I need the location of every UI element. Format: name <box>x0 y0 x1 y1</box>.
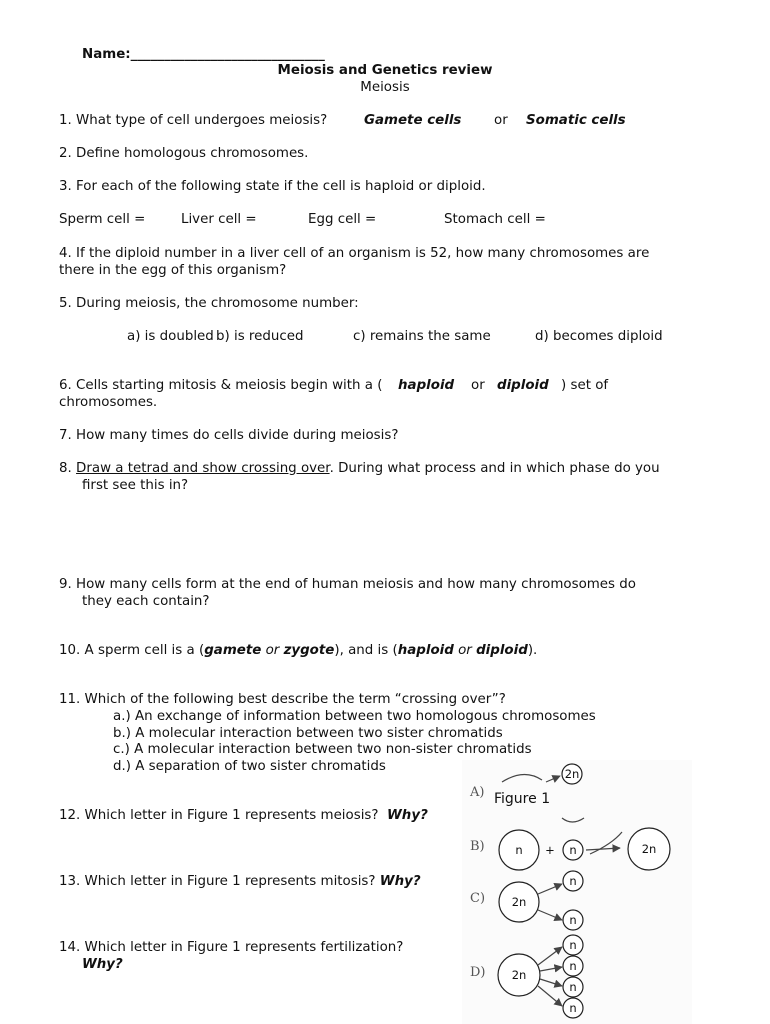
q5-option-b: b) is reduced <box>216 329 304 344</box>
question-11: 11. Which of the following best describe the term “crossing over”? <box>59 692 506 707</box>
figure-b-2n-label: 2n <box>641 842 657 856</box>
q10-pre: 10. A sperm cell is a ( <box>59 643 205 658</box>
question-10 <box>59 643 537 658</box>
q11-option-d: d.) A separation of two sister chromatids <box>113 759 386 774</box>
q10-haploid-option: haploid <box>397 643 454 658</box>
question-8-line-2: first see this in? <box>82 478 189 493</box>
haploid-option: haploid <box>398 378 455 393</box>
figure-label-d: D) <box>470 965 486 980</box>
q10-post: ). <box>527 643 538 658</box>
question-6-post: ) set of <box>561 378 609 393</box>
question-14: 14. Which letter in Figure 1 represents fertilization? <box>59 940 404 955</box>
figure-d-n-4-label: n <box>569 1001 577 1015</box>
question-13 <box>59 874 421 889</box>
somatic-cells-option: Somatic cells <box>526 113 626 128</box>
figure-caption: Figure 1 <box>494 791 551 807</box>
egg-cell-item: Egg cell = <box>308 212 377 227</box>
name-blank[interactable]: _____________________________ <box>130 47 325 62</box>
figure-c-n-bottom-label: n <box>569 913 577 927</box>
question-5: 5. During meiosis, the chromosome number: <box>59 296 359 311</box>
figure-a-circle-label: 2n <box>564 767 580 781</box>
q10-mid: ), and is ( <box>334 643 398 658</box>
figure-c-n-top-label: n <box>569 874 577 888</box>
figure-b-small-n-label: n <box>569 843 577 857</box>
question-4-line-2: there in the egg of this organism? <box>59 263 287 278</box>
figure-d-2n-label: 2n <box>511 968 527 982</box>
gamete-cells-option: Gamete cells <box>364 113 462 128</box>
question-1-text: 1. What type of cell undergoes meiosis? <box>59 113 328 128</box>
question-12-why: Why? <box>387 808 428 823</box>
q10-or-2: or <box>453 643 477 658</box>
q6-or-text: or <box>471 378 485 393</box>
question-14-why: Why? <box>82 957 123 972</box>
figure-d-n-1-label: n <box>569 938 577 952</box>
q10-diploid-option: diploid <box>476 643 528 658</box>
page-subtitle: Meiosis <box>360 80 410 95</box>
or-text: or <box>494 113 508 128</box>
q5-option-a: a) is doubled <box>127 329 214 344</box>
q11-option-a: a.) An exchange of information between two homologous chromosomes <box>113 709 596 724</box>
figure-label-b: B) <box>470 839 485 854</box>
gamete-option: gamete <box>204 643 262 658</box>
q10-or-1: or <box>261 643 284 658</box>
question-6-line-2: chromosomes. <box>59 395 158 410</box>
question-8-num: 8. <box>59 461 72 476</box>
figure-label-c: C) <box>470 891 486 906</box>
q5-option-c: c) remains the same <box>353 329 491 344</box>
q5-option-d: d) becomes diploid <box>535 329 663 344</box>
liver-cell-item: Liver cell = <box>181 212 257 227</box>
figure-c-2n-label: 2n <box>511 895 527 909</box>
question-8-underlined: Draw a tetrad and show crossing over <box>76 461 330 476</box>
question-3: 3. For each of the following state if the cell is haploid or diploid. <box>59 179 486 194</box>
page-title: Meiosis and Genetics review <box>277 63 493 78</box>
question-12-text: 12. Which letter in Figure 1 represents meiosis? <box>59 808 379 823</box>
question-1 <box>59 113 327 128</box>
q11-option-b: b.) A molecular interaction between two sister chromatids <box>113 726 503 741</box>
figure-d-n-2-label: n <box>569 959 577 973</box>
sperm-cell-item: Sperm cell = <box>59 212 146 227</box>
figure-1 <box>462 760 692 1024</box>
name-line <box>82 47 325 62</box>
figure-label-a: A) <box>470 785 485 800</box>
question-13-text: 13. Which letter in Figure 1 represents mitosis? <box>59 874 376 889</box>
question-8 <box>59 461 660 476</box>
figure-b-circle-n-label: n <box>515 843 523 857</box>
name-label: Name: <box>82 47 131 62</box>
question-7: 7. How many times do cells divide during meiosis? <box>59 428 399 443</box>
question-4-line-1: 4. If the diploid number in a liver cell of an organism is 52, how many chromosomes are <box>59 246 650 261</box>
question-9-line-2: they each contain? <box>82 594 210 609</box>
diploid-option: diploid <box>497 378 549 393</box>
figure-d-n-3-label: n <box>569 980 577 994</box>
stomach-cell-item: Stomach cell = <box>444 212 546 227</box>
zygote-option: zygote <box>283 643 335 658</box>
question-2: 2. Define homologous chromosomes. <box>59 146 309 161</box>
figure-b-plus: + <box>545 843 555 857</box>
question-6-pre: 6. Cells starting mitosis & meiosis begin with a ( <box>59 378 383 393</box>
q11-option-c: c.) A molecular interaction between two non-sister chromatids <box>113 742 532 757</box>
question-9-line-1: 9. How many cells form at the end of human meiosis and how many chromosomes do <box>59 577 636 592</box>
question-13-why: Why? <box>379 874 421 889</box>
question-8-rest: . During what process and in which phase do you <box>329 461 660 476</box>
question-12 <box>59 808 428 823</box>
